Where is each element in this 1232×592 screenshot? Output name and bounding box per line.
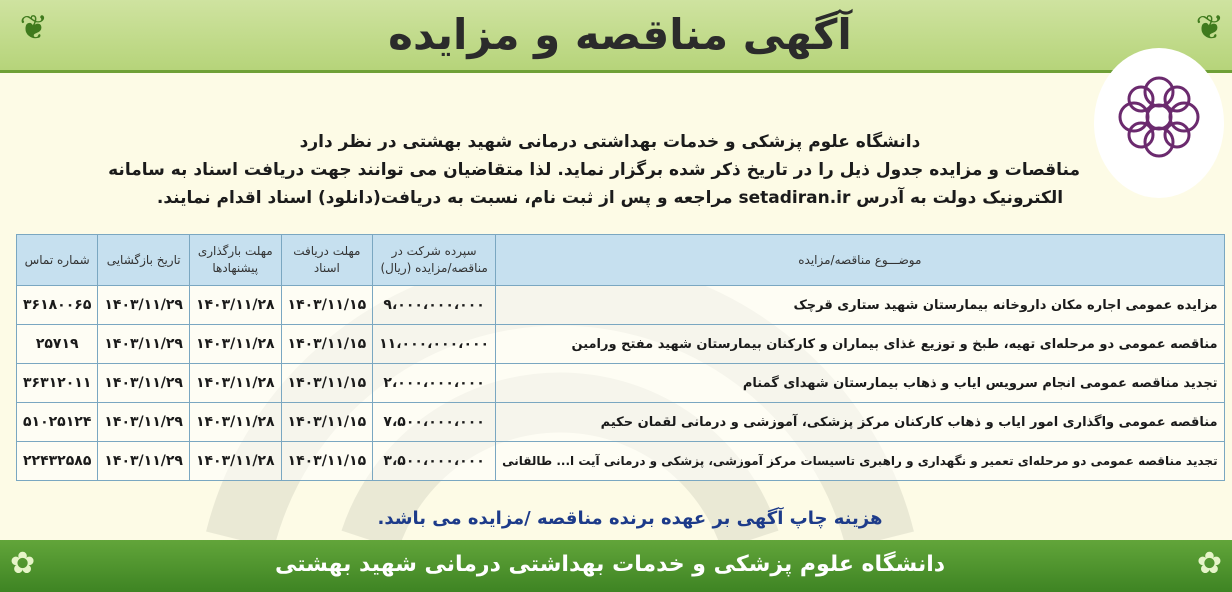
row-receive-deadline: ۱۴۰۳/۱۱/۱۵: [281, 286, 373, 325]
leaf-ornament-icon: ❦: [19, 8, 48, 48]
intro-line-2: مناقصات و مزایده جدول ذیل را در تاریخ ذکر شده برگزار نماید. لذا متقاضیان می توانند جهت دریافت اسناد به سامانه: [108, 160, 1080, 180]
row-receive-deadline: ۱۴۰۳/۱۱/۱۵: [281, 403, 373, 442]
row-phone: ۲۲۴۳۲۵۸۵: [17, 442, 98, 481]
row-deposit: ۹،۰۰۰،۰۰۰،۰۰۰: [373, 286, 496, 325]
leaf-ornament-icon: ❦: [1195, 8, 1224, 48]
university-logo: [1094, 48, 1224, 198]
title-band: [0, 0, 1232, 73]
table-row: [17, 442, 1225, 481]
row-submit-deadline: ۱۴۰۳/۱۱/۲۸: [189, 442, 281, 481]
footer-university-name: دانشگاه علوم پزشکی و خدمات بهداشتی درمانی شهید بهشتی: [274, 552, 946, 577]
header-opening-date: تاریخ بازگشایی: [98, 235, 190, 286]
page-title: آگهی مناقصه و مزایده: [388, 10, 852, 59]
intro-line-1: دانشگاه علوم پزشکی و خدمات بهداشتی درمانی شهید بهشتی در نظر دارد: [299, 132, 921, 152]
row-submit-deadline: ۱۴۰۳/۱۱/۲۸: [189, 325, 281, 364]
table-row: [17, 286, 1225, 325]
cost-note: هزینه چاپ آگهی بر عهده برنده مناقصه /مزایده می باشد.: [377, 508, 883, 529]
row-opening-date: ۱۴۰۳/۱۱/۲۹: [98, 364, 190, 403]
row-phone: ۵۱۰۲۵۱۲۴: [17, 403, 98, 442]
row-deposit: ۳،۵۰۰،۰۰۰،۰۰۰: [373, 442, 496, 481]
row-receive-deadline: ۱۴۰۳/۱۱/۱۵: [281, 442, 373, 481]
intro-line-3: الکترونیک دولت به آدرس setadiran.ir مراجعه و پس از ثبت نام، نسبت به دریافت(دانلود) اسناد اقدام نمایند.: [156, 188, 1064, 208]
row-phone: ۳۶۱۸۰۰۶۵: [17, 286, 98, 325]
row-deposit: ۱۱،۰۰۰،۰۰۰،۰۰۰: [373, 325, 496, 364]
header-deposit: سپرده شرکت در مناقصه/مزایده (ریال): [373, 235, 496, 286]
floral-ornament-icon: ✿: [10, 546, 36, 581]
table-row: [17, 364, 1225, 403]
row-subject: تجدید مناقصه عمومی دو مرحله‌ای تعمیر و نگهداری و راهبری تاسیسات مرکز آموزشی، پزشکی و درمانی آیت ا... طالقانی: [496, 442, 1224, 481]
header-receive-deadline: مهلت دریافت اسناد: [281, 235, 373, 286]
row-subject: مناقصه عمومی واگذاری امور ایاب و ذهاب کارکنان مرکز پزشکی، آموزشی و درمانی لقمان حکیم: [496, 403, 1224, 442]
row-deposit: ۲،۰۰۰،۰۰۰،۰۰۰: [373, 364, 496, 403]
row-opening-date: ۱۴۰۳/۱۱/۲۹: [98, 286, 190, 325]
row-subject: مزایده عمومی اجاره مکان داروخانه بیمارستان شهید ستاری قرچک: [496, 286, 1224, 325]
header-subject: موضـــوع مناقصه/مزایده: [496, 235, 1224, 286]
flower-emblem-icon: [1104, 62, 1214, 172]
footer-band: [0, 540, 1232, 592]
row-receive-deadline: ۱۴۰۳/۱۱/۱۵: [281, 325, 373, 364]
row-opening-date: ۱۴۰۳/۱۱/۲۹: [98, 442, 190, 481]
row-phone: ۳۶۳۱۲۰۱۱: [17, 364, 98, 403]
row-phone: ۲۵۷۱۹: [17, 325, 98, 364]
row-receive-deadline: ۱۴۰۳/۱۱/۱۵: [281, 364, 373, 403]
tenders-table: [16, 234, 1225, 481]
row-submit-deadline: ۱۴۰۳/۱۱/۲۸: [189, 286, 281, 325]
table-row: [17, 325, 1225, 364]
row-opening-date: ۱۴۰۳/۱۱/۲۹: [98, 403, 190, 442]
floral-ornament-icon: ✿: [1196, 546, 1222, 581]
intro-paragraph: [108, 128, 1080, 212]
row-submit-deadline: ۱۴۰۳/۱۱/۲۸: [189, 364, 281, 403]
row-subject: مناقصه عمومی دو مرحله‌ای تهیه، طبخ و توزیع غذای بیماران و کارکنان بیمارستان شهید مفتح ورامین: [496, 325, 1224, 364]
row-subject: تجدید مناقصه عمومی انجام سرویس ایاب و ذهاب بیمارستان شهدای گمنام: [496, 364, 1224, 403]
row-deposit: ۷،۵۰۰،۰۰۰،۰۰۰: [373, 403, 496, 442]
row-opening-date: ۱۴۰۳/۱۱/۲۹: [98, 325, 190, 364]
header-submit-deadline: مهلت بارگذاری پیشنهادها: [189, 235, 281, 286]
header-phone: شماره تماس: [17, 235, 98, 286]
table-header-row: [17, 235, 1225, 286]
row-submit-deadline: ۱۴۰۳/۱۱/۲۸: [189, 403, 281, 442]
table-row: [17, 403, 1225, 442]
